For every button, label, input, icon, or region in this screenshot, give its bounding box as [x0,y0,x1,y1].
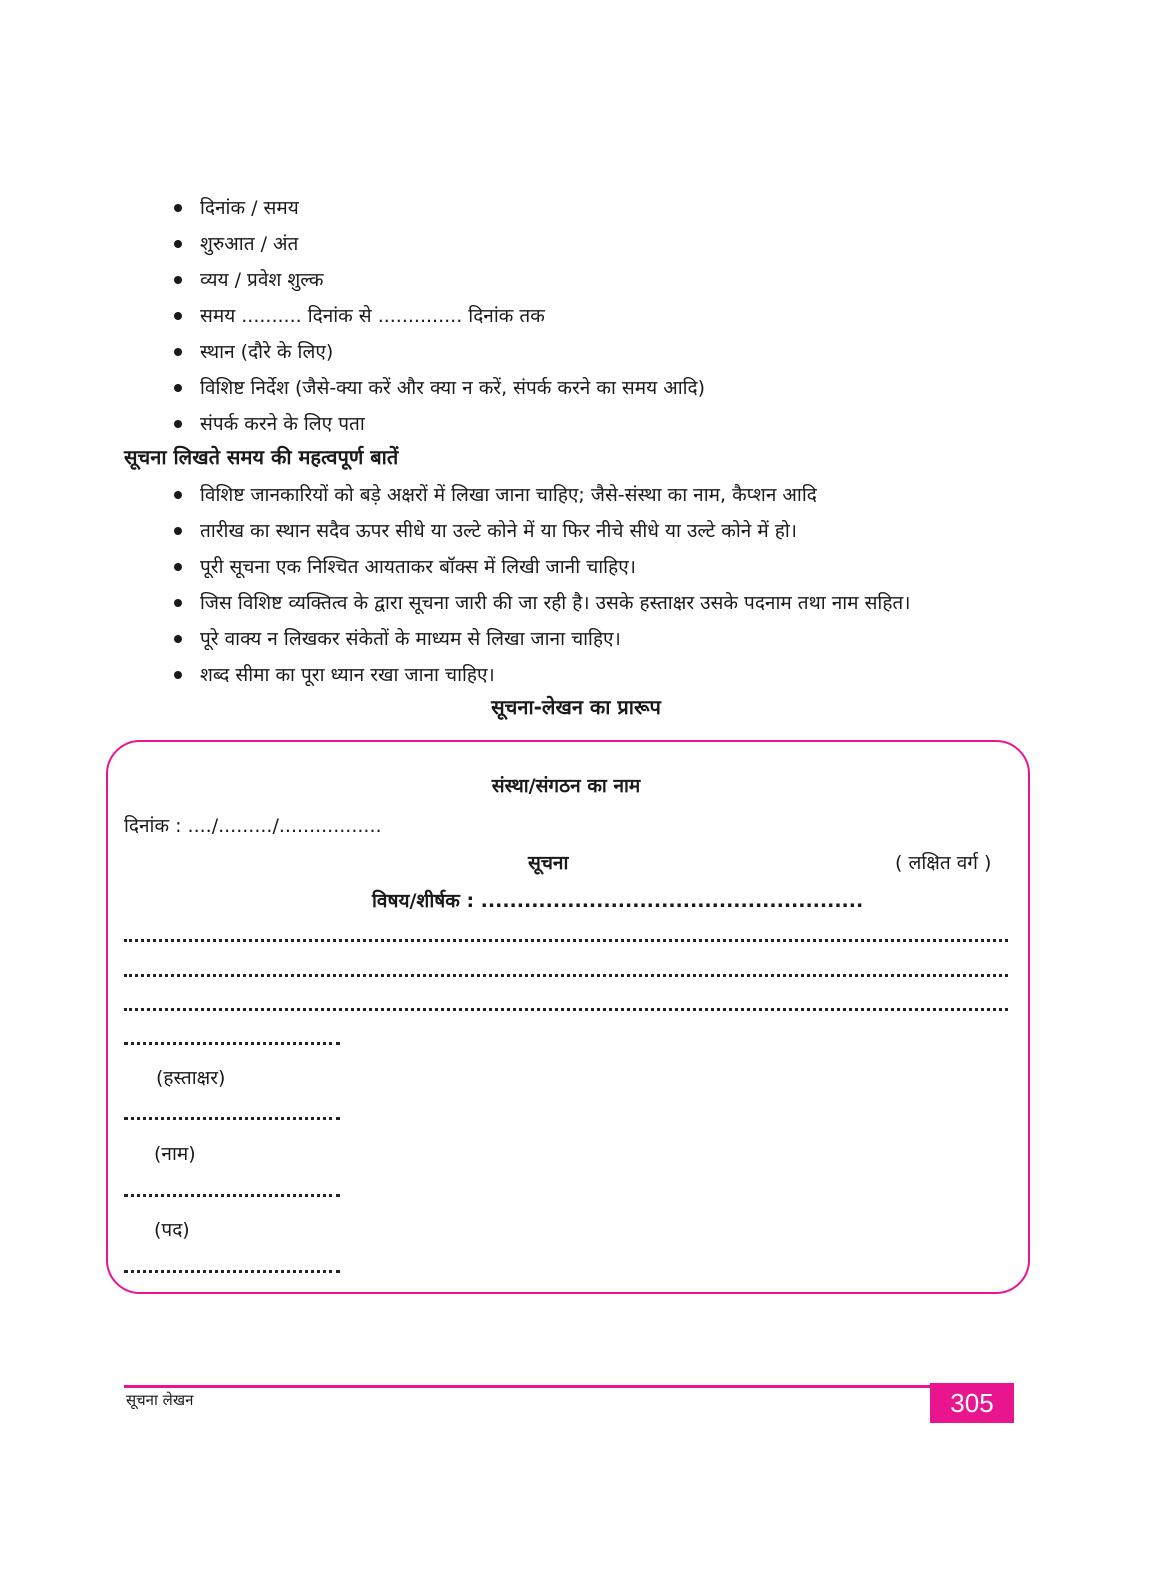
bullet-icon [174,204,182,212]
org-name: संस्था/संगठन का नाम [491,775,641,797]
subject-label: विषय/शीर्षक : ..................................................... [372,890,864,912]
bullet-icon [174,276,182,284]
bullet-icon [174,491,182,499]
signature-line [124,1117,340,1120]
signature-label: (हस्ताक्षर) [156,1067,226,1089]
bullet-icon [174,348,182,356]
page-number: 305 [930,1383,1014,1423]
content-line [124,939,1008,942]
content-line [124,1042,340,1045]
designation-line [124,1270,340,1273]
bullet-icon [174,312,182,320]
footer-rule [124,1385,930,1388]
name-label: (नाम) [154,1143,196,1165]
bullet-icon [174,671,182,679]
list-item: जिस विशिष्ट व्यक्तित्व के द्वारा सूचना जारी की जा रही है। उसके हस्ताक्षर उसके पदनाम तथा नाम सहित। [174,585,910,621]
designation-label: (पद) [154,1219,190,1241]
list-item: शब्द सीमा का पूरा ध्यान रखा जाना चाहिए। [174,657,910,693]
notice-label: सूचना [528,852,569,874]
list-item: व्यय / प्रवेश शुल्क [174,262,705,298]
list-item: विशिष्ट जानकारियों को बड़े अक्षरों में लिखा जाना चाहिए; जैसे-संस्था का नाम, कैप्शन आदि [174,477,910,513]
guidelines-list [174,477,910,693]
bullet-icon [174,420,182,428]
list-item: शुरुआत / अंत [174,226,705,262]
bullet-icon [174,635,182,643]
bullet-icon [174,240,182,248]
list-item: तारीख का स्थान सदैव ऊपर सीधे या उल्टे कोने में या फिर नीचे सीधे या उल्टे कोने में हो। [174,513,910,549]
list-item: दिनांक / समय [174,190,705,226]
bullet-icon [174,599,182,607]
name-line [124,1194,340,1197]
list-item: समय .......... दिनांक से .............. दिनांक तक [174,298,705,334]
format-title: सूचना-लेखन का प्रारूप [491,695,661,719]
target-group-label: ( लक्षित वर्ग ) [895,852,992,874]
bullet-icon [174,384,182,392]
list-item: पूरी सूचना एक निश्चित आयताकर बॉक्स में लिखी जानी चाहिए। [174,549,910,585]
info-list [174,190,705,442]
bullet-icon [174,563,182,571]
content-line [124,974,1008,977]
list-item: स्थान (दौरे के लिए) [174,334,705,370]
date-label: दिनांक : ..../........./................. [124,815,382,837]
list-item: संपर्क करने के लिए पता [174,406,705,442]
list-item: पूरे वाक्य न लिखकर संकेतों के माध्यम से लिखा जाना चाहिए। [174,621,910,657]
footer-title: सूचना लेखन [126,1391,194,1409]
content-line [124,1008,1008,1011]
bullet-icon [174,527,182,535]
section-heading: सूचना लिखते समय की महत्वपूर्ण बातें [124,445,399,469]
list-item: विशिष्ट निर्देश (जैसे-क्या करें और क्या न करें, संपर्क करने का समय आदि) [174,370,705,406]
